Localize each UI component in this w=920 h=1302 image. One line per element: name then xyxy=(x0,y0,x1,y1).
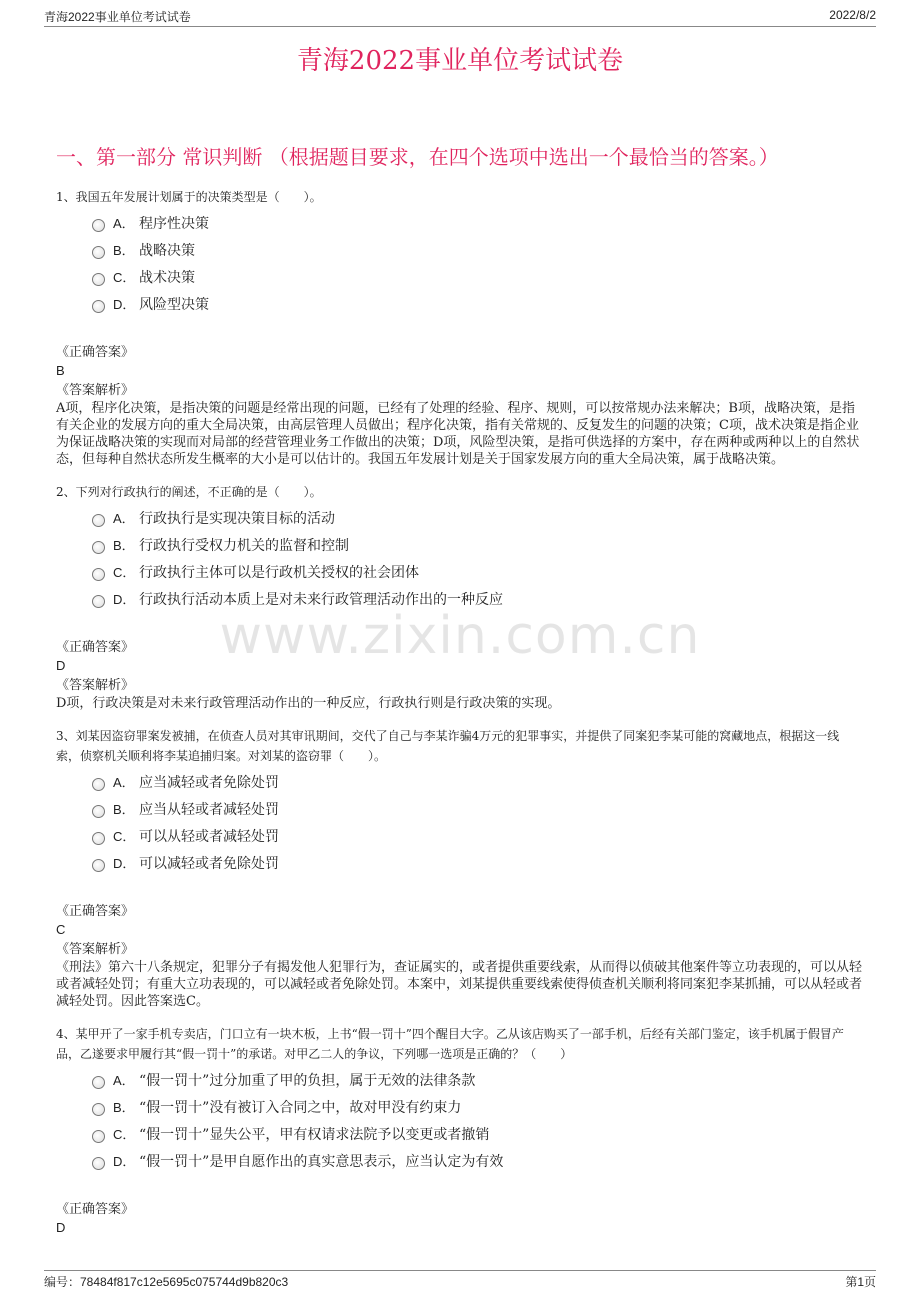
radio-button-icon[interactable] xyxy=(92,514,105,527)
correct-answer-value: D xyxy=(56,658,66,673)
watermark: www.zixin.com.cn xyxy=(219,606,701,666)
analysis-label: 《答案解析》 xyxy=(56,942,135,957)
question-1 xyxy=(56,187,862,468)
option-list xyxy=(92,504,862,612)
analysis-text: D项，行政决策是对未来行政管理活动作出的一种反应，行政执行则是行政决策的实现。 xyxy=(56,696,561,711)
correct-answer-value: B xyxy=(56,363,65,378)
question-3 xyxy=(56,726,862,1010)
radio-button-icon[interactable] xyxy=(92,832,105,845)
option-letter: C． xyxy=(113,270,136,285)
option-text: 战略决策 xyxy=(139,242,195,259)
header-date: 2022/8/2 xyxy=(829,8,876,22)
correct-answer-label: 《正确答案》 xyxy=(56,345,135,360)
option-letter: D． xyxy=(113,592,136,607)
question-stem: 3、刘某因盗窃罪案发被捕，在侦查人员对其审讯期间，交代了自己与李某诈骗4万元的犯罪事实，并提供了同案犯李某可能的窝藏地点，根据这一线索，侦察机关顺利将李某追捕归案。对刘某的盗窃罪（ ）。 xyxy=(56,729,840,763)
footer-divider xyxy=(44,1270,876,1271)
page-title: 青海2022事业单位考试试卷 xyxy=(296,46,624,76)
option-text: 可以减轻或者免除处罚 xyxy=(139,855,279,872)
option-text: “假一罚十”是甲自愿作出的真实意思表示，应当认定为有效 xyxy=(139,1153,504,1170)
option-a[interactable] xyxy=(92,209,862,236)
option-list xyxy=(92,1066,862,1174)
radio-button-icon[interactable] xyxy=(92,568,105,581)
radio-button-icon[interactable] xyxy=(92,595,105,608)
option-a[interactable] xyxy=(92,1066,862,1093)
header-divider xyxy=(44,26,876,27)
option-c[interactable] xyxy=(92,263,862,290)
option-a[interactable] xyxy=(92,504,862,531)
correct-answer-label: 《正确答案》 xyxy=(56,640,135,655)
option-text: 风险型决策 xyxy=(139,296,209,313)
option-letter: C． xyxy=(113,565,136,580)
option-text: 战术决策 xyxy=(139,269,195,286)
option-letter: D． xyxy=(113,297,136,312)
option-list xyxy=(92,209,862,317)
option-text: 应当从轻或者减轻处罚 xyxy=(139,801,279,818)
header-doc-title: 青海2022事业单位考试试卷 xyxy=(44,10,191,24)
correct-answer-value: D xyxy=(56,1220,66,1235)
option-d[interactable] xyxy=(92,849,862,876)
option-letter: B． xyxy=(113,1100,135,1115)
page-header xyxy=(44,8,876,26)
question-stem: 2、下列对行政执行的阐述，不正确的是（ ）。 xyxy=(56,485,322,499)
option-b[interactable] xyxy=(92,1093,862,1120)
option-text: 可以从轻或者减轻处罚 xyxy=(139,828,279,845)
document-id: 编号：78484f817c12e5695c075744d9b820c3 xyxy=(44,1275,289,1289)
option-d[interactable] xyxy=(92,290,862,317)
analysis-label: 《答案解析》 xyxy=(56,383,135,398)
option-text: 程序性决策 xyxy=(139,215,209,232)
question-list xyxy=(56,187,862,1251)
option-c[interactable] xyxy=(92,1120,862,1147)
radio-button-icon[interactable] xyxy=(92,541,105,554)
analysis-text: 《刑法》第六十八条规定，犯罪分子有揭发他人犯罪行为，查证属实的，或者提供重要线索，从而得以侦破其他案件等立功表现的，可以从轻或者减轻处罚；有重大立功表现的，可以减轻或者免除处罚。本案中，刘某提供重要线索使得侦查机关顺利将同案犯李某抓捕，可以从轻或者减轻处罚。因此答案选C。 xyxy=(56,960,863,1009)
radio-button-icon[interactable] xyxy=(92,300,105,313)
correct-answer-label: 《正确答案》 xyxy=(56,1202,135,1217)
option-letter: B． xyxy=(113,538,135,553)
radio-button-icon[interactable] xyxy=(92,246,105,259)
analysis-text: A项，程序化决策，是指决策的问题是经常出现的问题，已经有了处理的经验、程序、规则，可以按常规办法来解决；B项，战略决策，是指有关企业的发展方向的重大全局决策，由高层管理人员做出；程序化决策，指有关常规的、反复发生的问题的决策；C项，战术决策是指企业为保证战略决策的实现而对局部的经营管理业务工作做出的决策；D项，风险型决策，是指可供选择的方案中，存在两种或两种以上的自然状态，但每种自然状态所发生概率的大小是可以估计的。我国五年发展计划是关于国家发展方向的重大全局决策，属于战略决策。 xyxy=(56,401,860,467)
radio-button-icon[interactable] xyxy=(92,805,105,818)
option-letter: A． xyxy=(113,1073,135,1088)
option-letter: A． xyxy=(113,216,135,231)
option-d[interactable] xyxy=(92,1147,862,1174)
option-b[interactable] xyxy=(92,795,862,822)
option-d[interactable] xyxy=(92,585,862,612)
radio-button-icon[interactable] xyxy=(92,219,105,232)
option-text: 应当减轻或者免除处罚 xyxy=(139,774,279,791)
option-text: “假一罚十”没有被订入合同之中，故对甲没有约束力 xyxy=(139,1099,462,1116)
radio-button-icon[interactable] xyxy=(92,273,105,286)
option-b[interactable] xyxy=(92,531,862,558)
option-text: 行政执行是实现决策目标的活动 xyxy=(139,510,335,527)
option-letter: B． xyxy=(113,243,135,258)
option-list xyxy=(92,768,862,876)
option-c[interactable] xyxy=(92,558,862,585)
option-text: 行政执行受权力机关的监督和控制 xyxy=(139,537,349,554)
option-letter: B． xyxy=(113,802,135,817)
option-letter: C． xyxy=(113,829,136,844)
page-footer xyxy=(44,1273,876,1291)
analysis-label: 《答案解析》 xyxy=(56,678,135,693)
radio-button-icon[interactable] xyxy=(92,1157,105,1170)
question-2 xyxy=(56,482,862,712)
option-b[interactable] xyxy=(92,236,862,263)
radio-button-icon[interactable] xyxy=(92,1130,105,1143)
option-a[interactable] xyxy=(92,768,862,795)
question-stem: 1、我国五年发展计划属于的决策类型是（ ）。 xyxy=(56,190,322,204)
radio-button-icon[interactable] xyxy=(92,1076,105,1089)
question-stem: 4、某甲开了一家手机专卖店，门口立有一块木板，上书“假一罚十”四个醒目大字。乙从该店购买了一部手机，后经有关部门鉴定，该手机属于假冒产品，乙遂要求甲履行其“假一罚十”的承诺。对甲乙二人的争议，下列哪一选项是正确的？（ ） xyxy=(56,1027,844,1061)
option-text: “假一罚十”显失公平，甲有权请求法院予以变更或者撤销 xyxy=(139,1126,490,1143)
correct-answer-label: 《正确答案》 xyxy=(56,904,135,919)
correct-answer-value: C xyxy=(56,922,66,937)
radio-button-icon[interactable] xyxy=(92,778,105,791)
option-text: 行政执行活动本质上是对未来行政管理活动作出的一种反应 xyxy=(139,591,503,608)
option-text: 行政执行主体可以是行政机关授权的社会团体 xyxy=(139,564,419,581)
option-letter: D． xyxy=(113,856,136,871)
question-4 xyxy=(56,1024,862,1237)
option-letter: D． xyxy=(113,1154,136,1169)
radio-button-icon[interactable] xyxy=(92,1103,105,1116)
option-letter: A． xyxy=(113,511,135,526)
option-c[interactable] xyxy=(92,822,862,849)
radio-button-icon[interactable] xyxy=(92,859,105,872)
option-text: “假一罚十”过分加重了甲的负担，属于无效的法律条款 xyxy=(139,1072,476,1089)
section-heading: 一、第一部分 常识判断 （根据题目要求，在四个选项中选出一个最恰当的答案。） xyxy=(56,145,779,169)
option-letter: A． xyxy=(113,775,135,790)
page-number: 第1页 xyxy=(845,1275,876,1289)
option-letter: C． xyxy=(113,1127,136,1142)
